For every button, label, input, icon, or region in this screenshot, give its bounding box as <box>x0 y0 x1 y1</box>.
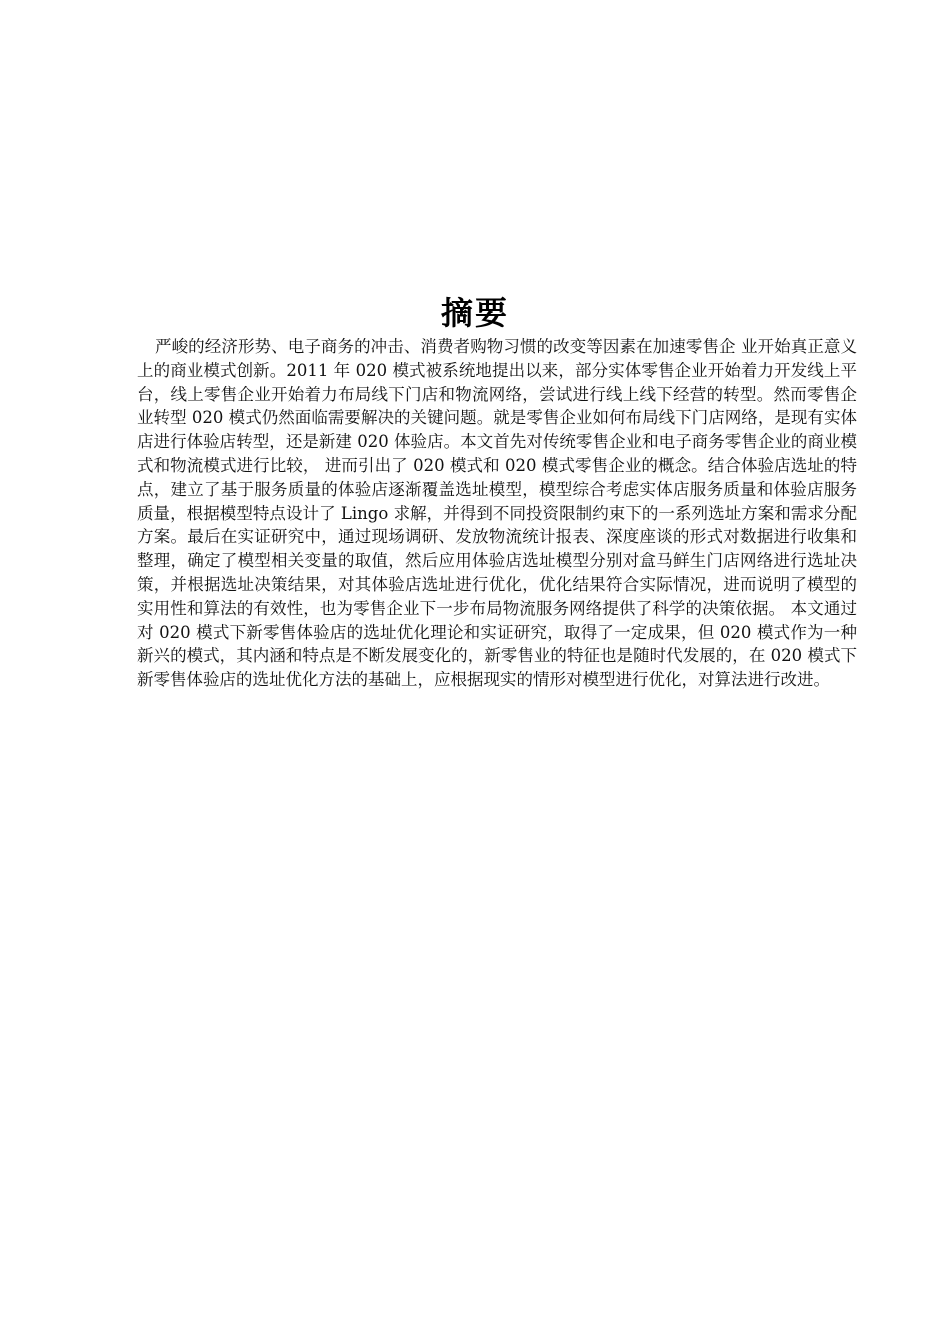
abstract-body: 严峻的经济形势、电子商务的冲击、消费者购物习惯的改变等因素在加速零售企 业开始真正意义上的商业模式创新。2011 年 020 模式被系统地提出以来，部分实体零售企业开始着力开发线上平台，线上零售企业开始着力布局线下门店和物流网络，尝试进行线上线下经营的转型。然而零售企业转型 020 模式仍然面临需要解决的关键问题。就是零售企业如何布局线下门店网络，是现有实体店进行体验店转型，还是新建 020 体验店。本文首先对传统零售企业和电子商务零售企业的商业模式和物流模式进行比较， 进而引出了 020 模式和 020 模式零售企业的概念。结合体验店选址的特点，建立了基于服务质量的体验店逐渐覆盖选址模型，模型综合考虑实体店服务质量和体验店服务质量，根据模型特点设计了 Lingo 求解，并得到不同投资限制约束下的一系列选址方案和需求分配方案。最后在实证研究中，通过现场调研、发放物流统计报表、深度座谈的形式对数据进行收集和整理，确定了模型相关变量的取值，然后应用体验店选址模型分别对盒马鲜生门店网络进行选址决策，并根据选址决策结果，对其体验店选址进行优化，优化结果符合实际情况，进而说明了模型的实用性和算法的有效性，也为零售企业下一步布局物流服务网络提供了科学的决策依据。 本文通过对 020 模式下新零售体验店的选址优化理论和实证研究，取得了一定成果，但 020 模式作为一种新兴的模式，其内涵和特点是不断发展变化的，新零售业的特征也是随时代发展的，在 020 模式下新零售体验店的选址优化方法的基础上，应根据现实的情形对模型进行优化，对算法进行改进。 <box>137 337 857 690</box>
abstract-title: 摘要 <box>440 294 509 333</box>
